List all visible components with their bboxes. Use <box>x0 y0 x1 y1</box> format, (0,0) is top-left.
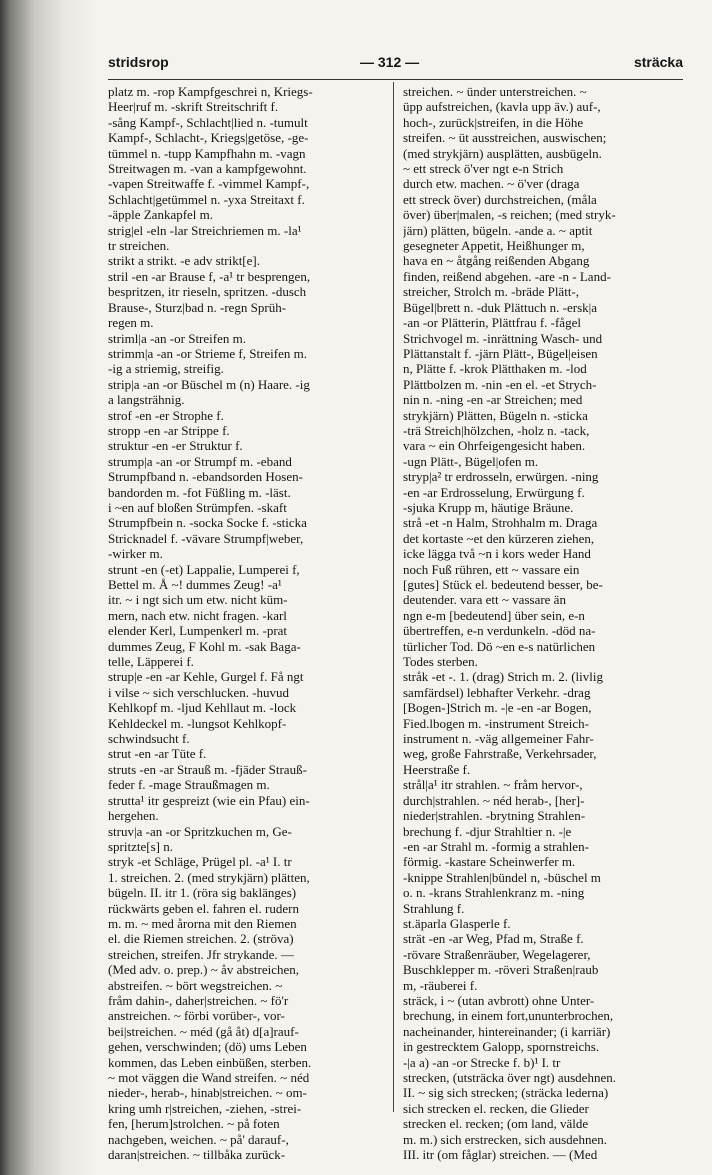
left-column-line: strup|e -en -ar Kehle, Gurgel f. Få ngt <box>108 669 304 685</box>
left-column-line: bespritzen, itr rieseln, spritzen. -dusch <box>108 284 307 300</box>
left-column-line: striml|a -an -or Streifen m. <box>108 330 246 346</box>
right-column-line: förmig. -kastare Scheinwerfer m. <box>403 854 576 870</box>
left-column-line: streichen, streifen. Jfr strykande. — <box>108 946 294 962</box>
left-column <box>108 84 386 1162</box>
left-column-line: -vapen Streitwaffe f. -vimmel Kampf-, <box>108 176 310 192</box>
left-column-line: strig|el -eln -lar Streichriemen m. -la¹ <box>108 222 302 238</box>
left-column-line: kommen, das Leben einbüßen, sterben. <box>108 1054 312 1070</box>
right-column-line: -sjuka Krupp m, häutige Bräune. <box>403 499 574 515</box>
left-column-line: mern, nach etw. nicht fragen. -karl <box>108 607 287 623</box>
right-column-line: det kortaste ~et den kürzeren ziehen, <box>403 530 595 546</box>
left-column-line: bügeln. II. itr 1. (röra sig baklänges) <box>108 885 297 901</box>
left-column-line: bandorden m. -fot Füßling m. -läst. <box>108 484 291 500</box>
right-column-line: gesegneter Appetit, Heißhunger m, <box>403 238 585 254</box>
left-column-line: Streitwagen m. -van a kampfgewohnt. <box>108 161 307 177</box>
left-column-line: strof -en -er Strophe f. <box>108 407 224 423</box>
right-column-line: Heerstraße f. <box>403 761 471 777</box>
left-column-line: rückwärts geben el. fahren el. rudern <box>108 900 299 916</box>
left-column-line: (Med adv. o. prep.) ~ åv abstreichen, <box>108 962 300 978</box>
right-column-line: över) über|malen, -s reichen; (med stryk- <box>403 207 616 223</box>
left-column-line: Strumpfband n. -ebandsorden Hosen- <box>108 469 303 485</box>
left-column-line: struts -en -ar Strauß m. -fjäder Strauß- <box>108 761 307 777</box>
right-column-line: Fied.lbogen m. -instrument Streich- <box>403 715 589 731</box>
header-guide-word-right: sträcka <box>633 54 683 70</box>
right-column-line: sich strecken el. recken, die Glieder <box>403 1100 589 1116</box>
left-column-line: gehen, verschwinden; (dö) ums Leben <box>108 1039 307 1055</box>
right-column-line: türlicher Tod. Dö ~en e-s natürlichen <box>403 638 596 654</box>
page-header <box>108 52 683 78</box>
left-column-line: stropp -en -ar Strippe f. <box>108 422 230 438</box>
left-column-line: tr streichen. <box>108 238 170 254</box>
right-column-line: sträck, i ~ (utan avbrott) ohne Unter- <box>403 992 595 1008</box>
right-column-line: -en -ar Strahl m. -formig a strahlen- <box>403 838 589 854</box>
right-column-line: m, -räuberei f. <box>403 977 478 993</box>
left-column-line: ~ mot väggen die Wand streifen. ~ néd <box>108 1070 310 1085</box>
left-column-line: stril -en -ar Brause f, -a¹ tr besprengen, <box>108 268 311 284</box>
left-column-line: strikt a strikt. -e adv strikt[e]. <box>108 253 260 269</box>
left-column-line: platz m. -rop Kampfgeschrei n, Kriegs- <box>108 84 313 99</box>
right-column-line: durch|strahlen. ~ néd herab-, [her]- <box>403 792 585 808</box>
right-column-line: -|a a) -an -or Strecke f. b)¹ I. tr <box>403 1054 561 1070</box>
left-column-line: -sång Kampf-, Schlacht|lied n. -tumult <box>108 114 308 130</box>
left-column-line: Heer|ruf m. -skrift Streitschrift f. <box>108 99 279 115</box>
left-column-line: dummes Zeug, F Kohl m. -sak Baga- <box>108 638 301 654</box>
right-column-line: nacheinander, hintereinander; (i karriär) <box>403 1023 611 1039</box>
left-column-line: kring umh r|streichen, -ziehen, -strei- <box>108 1100 302 1116</box>
left-column-line: el. die Riemen streichen. 2. (ströva) <box>108 931 294 947</box>
right-column-line: brechung f. -djur Strahltier n. -|e <box>403 823 572 839</box>
left-column-line: struktur -en -er Struktur f. <box>108 438 243 454</box>
left-column-line: nachgeben, weichen. ~ på' darauf-, <box>108 1131 289 1147</box>
right-column-line: noch Fuß rühren, ett ~ vassare ein <box>403 561 580 577</box>
left-column-line: tümmel n. -tupp Kampfhahn m. -vagn <box>108 145 306 161</box>
right-column-line: st.äparla Glasperle f. <box>403 915 511 931</box>
right-column-line: ~ ett streck ö'ver ngt e-n Strich <box>403 161 564 177</box>
right-column-line: järn) plätten, bügeln. -ande a. ~ aptit <box>403 222 593 238</box>
right-column-line: üpp aufstreichen, (kavla upp äv.) auf-, <box>403 99 601 115</box>
left-column-line: telle, Läpperei f. <box>108 654 194 670</box>
left-column-line: Brause-, Sturz|bad n. -regn Sprüh- <box>108 299 287 315</box>
left-column-line: strutta¹ itr gespreizt (wie ein Pfau) ein- <box>108 792 310 808</box>
left-column-line: Schlacht|getümmel n. -yxa Streitaxt f. <box>108 191 305 207</box>
right-column-line: [gutes] Stück el. bedeutend besser, be- <box>403 577 603 592</box>
left-column-line: strunt -en (-et) Lappalie, Lumperei f, <box>108 561 300 577</box>
left-column-line: struv|a -an -or Spritzkuchen m, Ge- <box>108 823 292 839</box>
left-column-line: Bettel m. Å ~! dummes Zeug! -a¹ <box>108 577 282 592</box>
right-column-line: übertreffen, e-n verdunkeln. -död na- <box>403 623 596 639</box>
right-column-line: II. ~ sig sich strecken; (sträcka lederna) <box>403 1085 609 1101</box>
left-column-line: itr. ~ i ngt sich um etw. nicht küm- <box>108 592 288 608</box>
left-column-line: daran|streichen. ~ tillbåka zurück- <box>108 1147 286 1163</box>
left-column-line: strip|a -an -or Büschel m (n) Haare. -ig <box>108 376 310 392</box>
left-column-line: m. m. ~ med årorna mit den Riemen <box>108 915 297 931</box>
left-column-line: feder f. -mage Straußmagen m. <box>108 777 270 793</box>
right-column-line: o. n. -krans Strahlenkranz m. -ning <box>403 885 585 901</box>
right-column-line: Strichvogel m. -inrättning Wasch- und <box>403 330 603 346</box>
right-column-line: durch etw. machen. ~ ö'ver (draga <box>403 176 580 192</box>
right-column-line: ett streck över) durchstreichen, (måla <box>403 191 597 207</box>
left-column-line: hergehen. <box>108 808 159 824</box>
right-column-line: ngn e-m [bedeutend] über sein, e-n <box>403 607 585 623</box>
left-column-line: i vilse ~ sich verschlucken. -huvud <box>108 684 290 700</box>
right-column-line: samfärdsel) lebhafter Verkehr. -drag <box>403 684 591 700</box>
right-column-line: strål|a¹ itr strahlen. ~ fråm hervor-, <box>403 777 583 793</box>
right-column-line: Plättbolzen m. -nin -en el. -et Strych- <box>403 376 597 392</box>
right-column-line: stryp|a² tr erdrosseln, erwürgen. -ning <box>403 469 599 485</box>
left-column-line: Strumpfbein n. -socka Socke f. -sticka <box>108 515 307 531</box>
right-column-line: stråk -et -. 1. (drag) Strich m. 2. (livlig <box>403 669 604 685</box>
right-column-line: Buschklepper m. -röveri Straßen|raub <box>403 962 599 978</box>
header-guide-word-left: stridsrop <box>108 54 169 70</box>
right-column-line: Todes sterben. <box>403 654 478 670</box>
right-column-line: Plättanstalt f. -järn Plätt-, Bügel|eisen <box>403 345 598 361</box>
right-column-line: -rövare Straßenräuber, Wegelagerer, <box>403 946 591 962</box>
right-column-line: streicher, Strolch m. -bräde Plätt-, <box>403 284 580 300</box>
right-column-line: in gestrecktem Galopp, spornstreichs. <box>403 1039 600 1055</box>
right-column-line: vara ~ ein Ohrfeigengesicht haben. <box>403 438 586 454</box>
left-column-line: nieder-, herab-, hinab|streichen. ~ om- <box>108 1085 307 1101</box>
right-column-line: streichen. ~ ünder unterstreichen. ~ <box>403 84 587 99</box>
left-column-line: strump|a -an -or Strumpf m. -eband <box>108 453 292 469</box>
left-column-line: elender Kerl, Lumpenkerl m. -prat <box>108 623 288 639</box>
right-column-line: -en -ar Erdrosselung, Erwürgung f. <box>403 484 585 500</box>
right-column-line: strykjärn) Plätten, Bügeln n. -sticka <box>403 407 588 423</box>
left-column-line: Kehldeckel m. -lungsot Kehlkopf- <box>108 715 287 731</box>
left-column-line: schwindsucht f. <box>108 731 190 747</box>
right-column-line: icke lägga två ~n i kors weder Hand <box>403 546 591 562</box>
right-column-line: (med strykjärn) ausplätten, ausbügeln. <box>403 145 602 161</box>
header-rule <box>108 79 683 80</box>
left-column-line: -ig a striemig, streifig. <box>108 361 224 377</box>
right-column-line: -knippe Strahlen|bündel n, -büschel m <box>403 869 601 885</box>
right-column-line: instrument n. -väg allgemeiner Fahr- <box>403 731 594 747</box>
right-column-line: -ugn Plätt-, Bügel|ofen m. <box>403 453 539 469</box>
left-column-line: -wirker m. <box>108 546 163 562</box>
left-column-line: strimm|a -an -or Strieme f, Streifen m. <box>108 345 307 361</box>
left-column-line: -äpple Zankapfel m. <box>108 207 214 223</box>
right-column-line: deutender. vara ett ~ vassare än <box>403 592 566 608</box>
right-column-line: -trä Streich|hölzchen, -holz n. -tack, <box>403 422 590 438</box>
right-column-line: n, Plätte f. -krok Plätthaken m. -lod <box>403 361 587 377</box>
binding-shadow <box>0 0 96 1175</box>
left-column-line: fråm dahin-, daher|streichen. ~ fö'r <box>108 992 289 1008</box>
right-column-line: hoch-, zurück|streifen, in die Höhe <box>403 114 584 130</box>
right-column-line: III. itr (om fåglar) streichen. — (Med <box>403 1147 598 1163</box>
left-column-line: stryk -et Schläge, Prügel pl. -a¹ I. tr <box>108 854 292 870</box>
left-column-line: fen, [herum]strolchen. ~ på foten <box>108 1116 280 1132</box>
right-column <box>403 84 681 1162</box>
left-column-line: a langsträhnig. <box>108 392 185 408</box>
left-column-line: 1. streichen. 2. (med strykjärn) plätten, <box>108 869 310 885</box>
right-column-line: brechung, in einem fort,ununterbrochen, <box>403 1008 614 1024</box>
left-column-line: anstreichen. ~ förbi vorüber-, vor- <box>108 1008 285 1024</box>
left-column-line: Kehlkopf m. -ljud Kehllaut m. -lock <box>108 700 297 716</box>
right-column-line: strecken, (utsträcka över ngt) ausdehnen. <box>403 1070 616 1085</box>
right-column-line: streifen. ~ üt ausstreichen, auswischen; <box>403 130 607 146</box>
right-column-line: -an -or Plätterin, Plättfrau f. -fågel <box>403 315 581 331</box>
right-column-line: strecken el. recken; (om land, välde <box>403 1116 589 1132</box>
right-column-line: Bügel|brett n. -duk Plättuch n. -ersk|a <box>403 299 598 315</box>
right-column-line: hava en ~ åtgång reißenden Abgang <box>403 253 590 269</box>
right-column-line: m. m.) sich erstrecken, sich ausdehnen. <box>403 1131 607 1147</box>
right-column-line: Strahlung f. <box>403 900 465 916</box>
left-column-line: abstreifen. ~ bört wegstreichen. ~ <box>108 977 283 993</box>
right-column-line: strå -et -n Halm, Strohhalm m. Draga <box>403 515 598 531</box>
left-column-line: i ~en auf bloßen Strümpfen. -skaft <box>108 499 287 515</box>
right-column-line: weg, große Fahrstraße, Verkehrsader, <box>403 746 597 762</box>
left-column-line: bei|streichen. ~ méd (gå åt) d[a]rauf- <box>108 1023 299 1039</box>
column-divider <box>393 82 394 1112</box>
page-number: — 312 — <box>360 54 420 70</box>
right-column-line: strät -en -ar Weg, Pfad m, Straße f. <box>403 931 584 947</box>
left-column-line: strut -en -ar Tüte f. <box>108 746 207 762</box>
right-column-line: [Bogen-]Strich m. -|e -en -ar Bogen, <box>403 700 592 716</box>
right-column-line: finden, reißend abgehen. -are -n - Land- <box>403 268 611 284</box>
left-column-line: regen m. <box>108 315 154 331</box>
left-column-line: spritzte[s] n. <box>108 838 173 854</box>
left-column-line: Kampf-, Schlacht-, Kriegs|getöse, -ge- <box>108 130 309 146</box>
left-column-line: Stricknadel f. -vävare Strumpf|weber, <box>108 530 304 546</box>
right-column-line: nieder|strahlen. -brytning Strahlen- <box>403 808 586 824</box>
right-column-line: nin n. -ning -en -ar Streichen; med <box>403 392 583 408</box>
